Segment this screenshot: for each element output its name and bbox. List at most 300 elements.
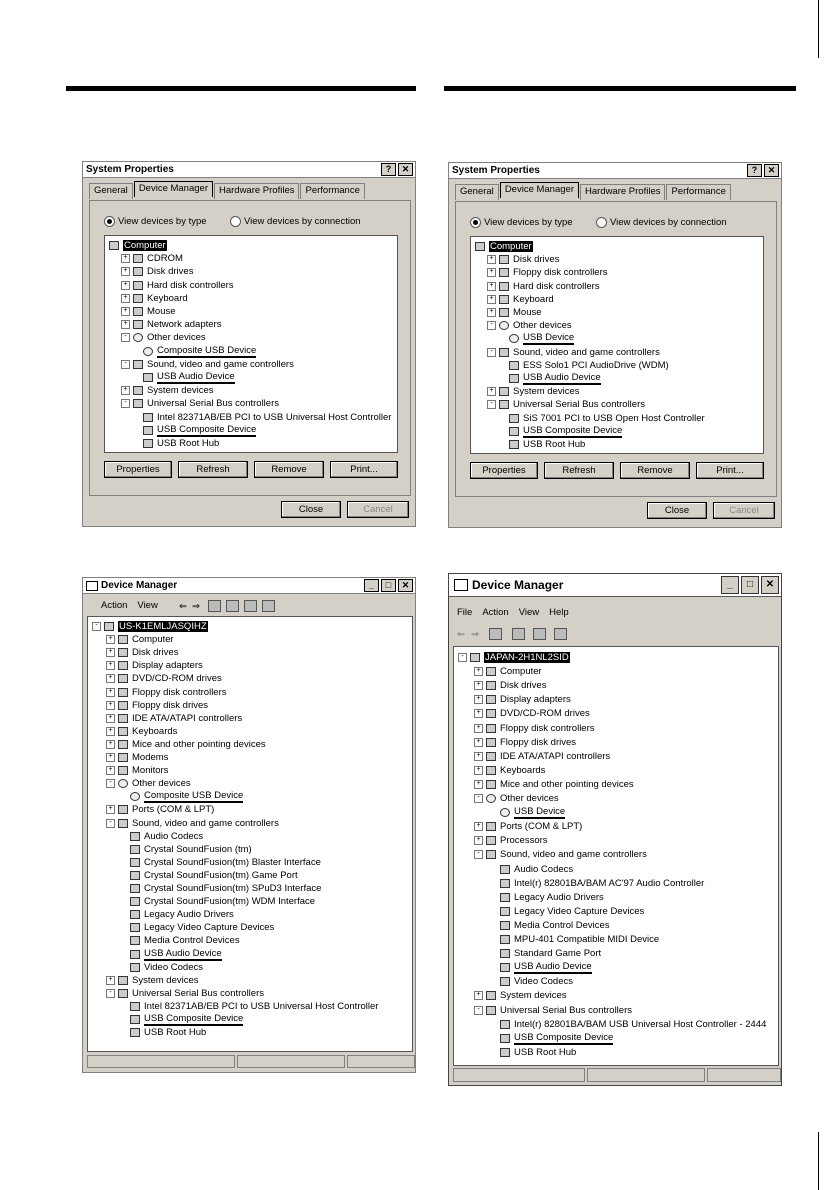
tree-item[interactable] — [106, 738, 266, 751]
window-title: System Properties — [86, 164, 174, 175]
print-icon[interactable] — [512, 628, 525, 640]
tree-item[interactable] — [487, 398, 645, 411]
collapse-icon[interactable]: - — [106, 819, 115, 828]
tree-item[interactable] — [487, 346, 660, 359]
maximize-icon[interactable]: □ — [381, 579, 396, 592]
minimize-icon[interactable]: _ — [721, 576, 739, 594]
tree-item[interactable] — [106, 725, 177, 738]
tree-item[interactable] — [499, 438, 585, 451]
expand-icon[interactable]: + — [121, 294, 130, 303]
collapse-icon[interactable]: - — [474, 794, 483, 803]
radio-view-by-type[interactable] — [104, 216, 207, 227]
tree-item[interactable] — [490, 961, 592, 974]
tree-item[interactable] — [106, 672, 222, 685]
tree-item[interactable] — [499, 412, 705, 425]
status-pane — [87, 1055, 235, 1068]
print-button[interactable]: Print... — [696, 462, 764, 479]
device-icon — [486, 822, 496, 831]
tree-item[interactable] — [490, 806, 565, 819]
tree-item[interactable] — [487, 266, 608, 279]
menu-help[interactable]: Help — [549, 607, 569, 618]
tree-item[interactable] — [499, 425, 622, 438]
tree-item[interactable] — [499, 359, 669, 372]
radio-view-by-type[interactable] — [470, 217, 573, 228]
expand-icon[interactable]: + — [106, 648, 115, 657]
device-tree[interactable] — [104, 235, 398, 453]
tree-item[interactable] — [133, 345, 256, 358]
close-icon[interactable]: ✕ — [398, 579, 413, 592]
tree-item[interactable] — [487, 385, 580, 398]
expand-icon[interactable]: + — [474, 709, 483, 718]
tree-item[interactable] — [474, 693, 571, 706]
expand-icon[interactable]: + — [121, 281, 130, 290]
expand-icon[interactable]: + — [106, 635, 115, 644]
tree-item-label: Mouse — [513, 307, 542, 318]
radio-view-by-connection[interactable] — [230, 216, 361, 227]
tree-item-label: System devices — [132, 974, 199, 986]
scan-hardware-icon[interactable] — [262, 600, 275, 612]
tree-item[interactable] — [106, 646, 178, 659]
radio-selected-icon — [104, 216, 115, 227]
section-rule-left — [66, 86, 416, 91]
tree-item[interactable] — [121, 279, 234, 292]
tree-item[interactable] — [474, 679, 546, 692]
unknown-device-icon — [118, 779, 128, 788]
tree-item[interactable] — [106, 712, 242, 725]
tree-item-label: Crystal SoundFusion(tm) WDM Interface — [144, 896, 316, 908]
device-icon — [133, 386, 143, 395]
device-icon — [499, 348, 509, 357]
tree-item[interactable] — [474, 848, 647, 861]
tree-item[interactable] — [490, 933, 659, 946]
expand-icon[interactable]: + — [474, 836, 483, 845]
close-button[interactable]: Close — [281, 501, 341, 518]
tree-item[interactable] — [121, 252, 183, 265]
device-icon — [500, 893, 510, 902]
expand-icon[interactable]: + — [106, 753, 115, 762]
expand-icon[interactable]: + — [121, 386, 130, 395]
maximize-icon[interactable]: □ — [741, 576, 759, 594]
tree-item-label: Media Control Devices — [514, 919, 610, 931]
device-icon — [118, 819, 128, 828]
tree-item[interactable] — [120, 1000, 378, 1013]
expand-icon[interactable]: + — [474, 695, 483, 704]
close-icon[interactable]: ✕ — [764, 164, 779, 177]
tree-item[interactable] — [120, 1013, 243, 1026]
device-icon — [509, 374, 519, 383]
tree-item-label: Standard Game Port — [514, 948, 602, 960]
expand-icon[interactable]: + — [474, 822, 483, 831]
cancel-button[interactable]: Cancel — [347, 501, 409, 518]
tree-item[interactable] — [490, 947, 601, 960]
expand-icon[interactable]: + — [474, 667, 483, 676]
status-pane — [707, 1068, 781, 1082]
expand-icon[interactable]: + — [106, 674, 115, 683]
tree-item[interactable] — [490, 1046, 576, 1059]
device-icon — [509, 427, 519, 436]
collapse-icon[interactable]: - — [474, 1006, 483, 1015]
close-icon[interactable]: ✕ — [761, 576, 779, 594]
tree-item[interactable] — [490, 1032, 613, 1045]
tree-item[interactable] — [121, 397, 279, 410]
tree-item[interactable] — [490, 905, 644, 918]
tab-device-manager[interactable]: Device Manager — [134, 181, 213, 197]
unknown-device-icon — [143, 347, 153, 356]
device-icon — [486, 681, 496, 690]
expand-icon[interactable]: + — [106, 766, 115, 775]
device-tree[interactable] — [87, 616, 413, 1052]
tree-item-label: US-K1EMLJASQIHZ — [119, 621, 207, 632]
tree-item[interactable] — [490, 919, 610, 932]
tree-item[interactable] — [474, 820, 582, 833]
tree-item-label: Disk drives — [513, 254, 560, 266]
tree-item-label: Crystal SoundFusion (tm) — [144, 843, 252, 855]
tree-item[interactable] — [474, 707, 590, 720]
properties-icon[interactable] — [244, 600, 257, 612]
menu-view[interactable]: View — [137, 600, 158, 611]
tree-item[interactable] — [487, 280, 600, 293]
tree-item[interactable] — [475, 240, 533, 253]
expand-icon[interactable]: + — [474, 752, 483, 761]
tree-item[interactable] — [499, 372, 601, 385]
tree-item[interactable] — [106, 817, 279, 830]
expand-icon[interactable]: + — [106, 701, 115, 710]
device-icon — [130, 1028, 140, 1037]
device-icon — [486, 991, 496, 1000]
tree-item[interactable] — [490, 877, 704, 890]
device-icon — [499, 268, 509, 277]
device-icon — [133, 281, 143, 290]
tree-item[interactable] — [120, 895, 315, 908]
tree-item[interactable] — [474, 989, 567, 1002]
tree-item-label: Other devices — [500, 793, 559, 804]
tree-item[interactable] — [133, 437, 219, 450]
expand-icon[interactable]: + — [121, 320, 130, 329]
tree-item-label: Crystal SoundFusion(tm) Blaster Interface — [144, 856, 321, 868]
tree-item[interactable] — [121, 384, 214, 397]
tree-item-label: System devices — [500, 990, 567, 1002]
refresh-button[interactable]: Refresh — [544, 462, 614, 479]
device-tree[interactable] — [453, 646, 779, 1066]
close-button[interactable]: Close — [647, 502, 707, 519]
collapse-icon[interactable]: - — [458, 653, 467, 662]
tree-item-label: System devices — [513, 386, 580, 398]
system-properties-window-left — [82, 161, 416, 527]
device-icon — [500, 949, 510, 958]
tree-item[interactable] — [120, 843, 252, 856]
tree-item-label: Crystal SoundFusion(tm) Game Port — [144, 869, 298, 881]
tree-item-label: USB Root Hub — [523, 439, 586, 450]
expand-icon[interactable]: + — [121, 307, 130, 316]
collapse-icon[interactable]: - — [474, 850, 483, 859]
tree-item-label: Floppy disk controllers — [513, 267, 608, 279]
tree-item[interactable] — [106, 777, 191, 790]
tree-item-label: Disk drives — [500, 680, 547, 692]
tab-device-manager[interactable]: Device Manager — [500, 182, 579, 198]
device-icon — [499, 255, 509, 264]
expand-icon[interactable]: + — [474, 738, 483, 747]
properties-button[interactable]: Properties — [470, 462, 538, 479]
window-title: System Properties — [452, 165, 540, 176]
tab-performance[interactable]: Performance — [666, 184, 730, 200]
tree-item[interactable] — [106, 803, 214, 816]
menu-action[interactable]: Action — [482, 607, 509, 618]
refresh-button[interactable]: Refresh — [178, 461, 248, 478]
print-button[interactable]: Print... — [330, 461, 398, 478]
tree-item-label: Other devices — [147, 332, 206, 344]
tree-item[interactable] — [490, 975, 573, 988]
unknown-device-icon — [486, 794, 496, 803]
tree-item[interactable] — [121, 305, 176, 318]
device-icon — [475, 242, 485, 251]
tree-item-label: Universal Serial Bus controllers — [513, 399, 645, 411]
expand-icon[interactable]: + — [487, 255, 496, 264]
expand-icon[interactable]: + — [106, 976, 115, 985]
expand-icon[interactable]: + — [474, 724, 483, 733]
tab-strip — [89, 183, 366, 199]
expand-icon[interactable]: + — [106, 714, 115, 723]
collapse-icon[interactable]: - — [487, 321, 496, 330]
tree-item-label: USB Composite Device — [523, 424, 623, 436]
tree-item[interactable] — [474, 1004, 632, 1017]
tree-item-label: Sound, video and game controllers — [513, 346, 660, 358]
tree-item[interactable] — [120, 869, 298, 882]
tree-item[interactable] — [120, 908, 234, 921]
remove-button[interactable]: Remove — [620, 462, 690, 479]
tree-item-label: USB Composite Device — [144, 1013, 244, 1024]
tree-item-label: ESS Solo1 PCI AudioDrive (WDM) — [523, 359, 669, 371]
tree-item[interactable] — [121, 358, 294, 371]
tree-item[interactable] — [106, 699, 208, 712]
tree-item-label: Disk drives — [132, 647, 179, 659]
radio-label: View devices by type — [484, 217, 573, 228]
tree-item[interactable] — [106, 686, 227, 699]
tab-hardware-profiles[interactable]: Hardware Profiles — [214, 183, 300, 199]
expand-icon[interactable]: + — [106, 805, 115, 814]
crop-mark-bottom — [818, 1132, 819, 1190]
tree-item[interactable] — [106, 633, 174, 646]
tree-item[interactable] — [133, 371, 235, 384]
expand-icon[interactable]: + — [487, 282, 496, 291]
tab-general[interactable]: General — [455, 184, 499, 200]
device-icon — [486, 850, 496, 859]
device-icon — [486, 780, 496, 789]
device-icon — [118, 661, 128, 670]
help-icon[interactable]: ? — [381, 163, 396, 176]
menu-action[interactable]: Action — [101, 600, 128, 611]
menu-view[interactable]: View — [518, 607, 540, 618]
tree-item-label: System devices — [147, 385, 214, 397]
tree-item[interactable] — [474, 750, 610, 763]
device-tree[interactable] — [470, 236, 764, 454]
collapse-icon[interactable]: - — [121, 399, 130, 408]
device-icon — [500, 977, 510, 986]
tree-item[interactable] — [92, 620, 208, 633]
tree-item[interactable] — [490, 1018, 766, 1031]
tree-item-label: Computer — [132, 634, 174, 646]
tree-item-label: Crystal SoundFusion(tm) SPuD3 Interface — [144, 883, 322, 894]
tree-item[interactable] — [120, 961, 203, 974]
device-icon — [133, 360, 143, 369]
tree-item[interactable] — [106, 974, 199, 987]
tree-item[interactable] — [120, 1026, 206, 1039]
menu-bar — [457, 607, 579, 618]
tree-item-label: Sound, video and game controllers — [147, 358, 294, 370]
device-icon — [500, 907, 510, 916]
expand-icon[interactable]: + — [474, 766, 483, 775]
tab-panel — [89, 200, 411, 496]
tree-view-icon[interactable] — [208, 600, 221, 612]
toolbar — [179, 600, 280, 612]
tab-hardware-profiles[interactable]: Hardware Profiles — [580, 184, 666, 200]
device-icon — [509, 361, 519, 370]
collapse-icon[interactable]: - — [106, 779, 115, 788]
tree-item[interactable] — [490, 891, 604, 904]
tree-item-label: DVD/CD-ROM drives — [132, 673, 222, 685]
expand-icon[interactable]: + — [487, 268, 496, 277]
tree-item[interactable] — [120, 948, 222, 961]
device-icon — [118, 753, 128, 762]
expand-icon[interactable]: + — [106, 688, 115, 697]
show-hide-icon[interactable] — [226, 600, 239, 612]
tree-item-label: Computer — [500, 666, 542, 678]
tree-item[interactable] — [474, 736, 576, 749]
tree-item[interactable] — [120, 790, 243, 803]
tree-item-label: Legacy Video Capture Devices — [514, 905, 645, 917]
expand-icon[interactable]: + — [487, 308, 496, 317]
tree-item[interactable] — [120, 934, 240, 947]
tree-item[interactable] — [120, 882, 321, 895]
device-icon — [486, 709, 496, 718]
expand-icon[interactable]: + — [121, 254, 130, 263]
tree-item[interactable] — [106, 764, 168, 777]
tab-general[interactable]: General — [89, 183, 133, 199]
tree-item[interactable] — [106, 659, 203, 672]
device-icon — [118, 674, 128, 683]
title-bar — [449, 163, 781, 179]
tree-item-label: USB Audio Device — [514, 961, 592, 973]
tree-item[interactable] — [109, 239, 167, 252]
forward-arrow-icon[interactable]: ⇒ — [191, 600, 200, 612]
expand-icon[interactable]: + — [487, 295, 496, 304]
tree-item-label: Universal Serial Bus controllers — [132, 987, 264, 999]
menu-file[interactable]: File — [457, 607, 473, 618]
tree-item[interactable] — [458, 651, 570, 664]
tree-item[interactable] — [474, 792, 559, 805]
expand-icon[interactable]: + — [474, 780, 483, 789]
tree-item[interactable] — [120, 830, 203, 843]
expand-icon[interactable]: + — [106, 727, 115, 736]
tree-item-label: Audio Codecs — [144, 830, 204, 842]
tree-view-icon[interactable] — [489, 628, 502, 640]
back-arrow-icon[interactable]: ⇐ — [179, 600, 187, 612]
minimize-icon[interactable]: _ — [364, 579, 379, 592]
tree-item-label: Disk drives — [147, 266, 194, 278]
tree-item-label: Computer — [124, 240, 166, 251]
collapse-icon[interactable]: - — [487, 400, 496, 409]
tree-item-label: Hard disk controllers — [513, 280, 600, 292]
tree-item[interactable] — [474, 665, 542, 678]
tree-item-label: Intel(r) 82801BA/BAM USB Universal Host Controller - 2444 — [514, 1018, 767, 1030]
collapse-icon[interactable]: - — [106, 989, 115, 998]
tree-item[interactable] — [121, 292, 188, 305]
tree-item-label: Intel 82371AB/EB PCI to USB Universal Host Controller — [144, 1000, 379, 1012]
tree-item-label: USB Composite Device — [157, 423, 257, 435]
device-icon — [130, 1015, 140, 1024]
remove-button[interactable]: Remove — [254, 461, 324, 478]
device-icon — [499, 387, 509, 396]
device-icon — [486, 766, 496, 775]
scan-hardware-icon[interactable] — [554, 628, 567, 640]
expand-icon[interactable]: + — [106, 661, 115, 670]
tree-item[interactable] — [121, 318, 221, 331]
device-icon — [500, 935, 510, 944]
tree-item[interactable] — [499, 332, 574, 345]
window-title: Device Manager — [472, 578, 564, 592]
expand-icon[interactable]: + — [487, 387, 496, 396]
device-icon — [486, 667, 496, 676]
radio-label: View devices by connection — [610, 217, 727, 228]
tree-item[interactable] — [120, 921, 274, 934]
tree-item[interactable] — [474, 834, 548, 847]
back-arrow-icon[interactable]: ⇐ — [457, 628, 465, 640]
tree-item-label: USB Device — [514, 806, 566, 818]
tree-item-label: Modems — [132, 752, 169, 763]
tree-item[interactable] — [487, 319, 572, 332]
tree-item-label: Floppy disk drives — [132, 699, 209, 711]
expand-icon[interactable]: + — [474, 991, 483, 1000]
tree-item-label: Mouse — [147, 306, 176, 317]
device-icon — [499, 282, 509, 291]
properties-icon[interactable] — [533, 628, 546, 640]
expand-icon[interactable]: + — [121, 267, 130, 276]
tab-performance[interactable]: Performance — [300, 183, 364, 199]
tree-item[interactable] — [487, 293, 554, 306]
forward-arrow-icon[interactable]: ⇒ — [470, 628, 479, 640]
expand-icon[interactable]: + — [106, 740, 115, 749]
tree-item-label: USB Root Hub — [514, 1046, 577, 1058]
collapse-icon[interactable]: - — [92, 622, 101, 631]
cancel-button[interactable]: Cancel — [713, 502, 775, 519]
radio-view-by-connection[interactable] — [596, 217, 727, 228]
tree-item-label: Sound, video and game controllers — [132, 817, 279, 829]
tree-item[interactable] — [487, 306, 542, 319]
tree-item[interactable] — [490, 863, 573, 876]
tree-item[interactable] — [120, 856, 321, 869]
device-icon — [499, 295, 509, 304]
close-icon[interactable]: ✕ — [398, 163, 413, 176]
tree-item[interactable] — [106, 751, 168, 764]
collapse-icon[interactable]: - — [121, 333, 130, 342]
expand-icon[interactable]: + — [474, 681, 483, 690]
tree-item[interactable] — [121, 331, 206, 344]
properties-button[interactable]: Properties — [104, 461, 172, 478]
device-icon — [130, 936, 140, 945]
title-bar — [83, 162, 415, 178]
tree-item[interactable] — [133, 411, 391, 424]
tree-item[interactable] — [487, 253, 559, 266]
tree-item[interactable] — [474, 778, 634, 791]
help-icon[interactable]: ? — [747, 164, 762, 177]
collapse-icon[interactable]: - — [487, 348, 496, 357]
tree-item[interactable] — [474, 764, 545, 777]
tree-item[interactable] — [133, 424, 256, 437]
collapse-icon[interactable]: - — [121, 360, 130, 369]
device-icon — [118, 740, 128, 749]
tree-item[interactable] — [106, 987, 264, 1000]
tree-item[interactable] — [474, 722, 595, 735]
tree-item[interactable] — [121, 265, 193, 278]
